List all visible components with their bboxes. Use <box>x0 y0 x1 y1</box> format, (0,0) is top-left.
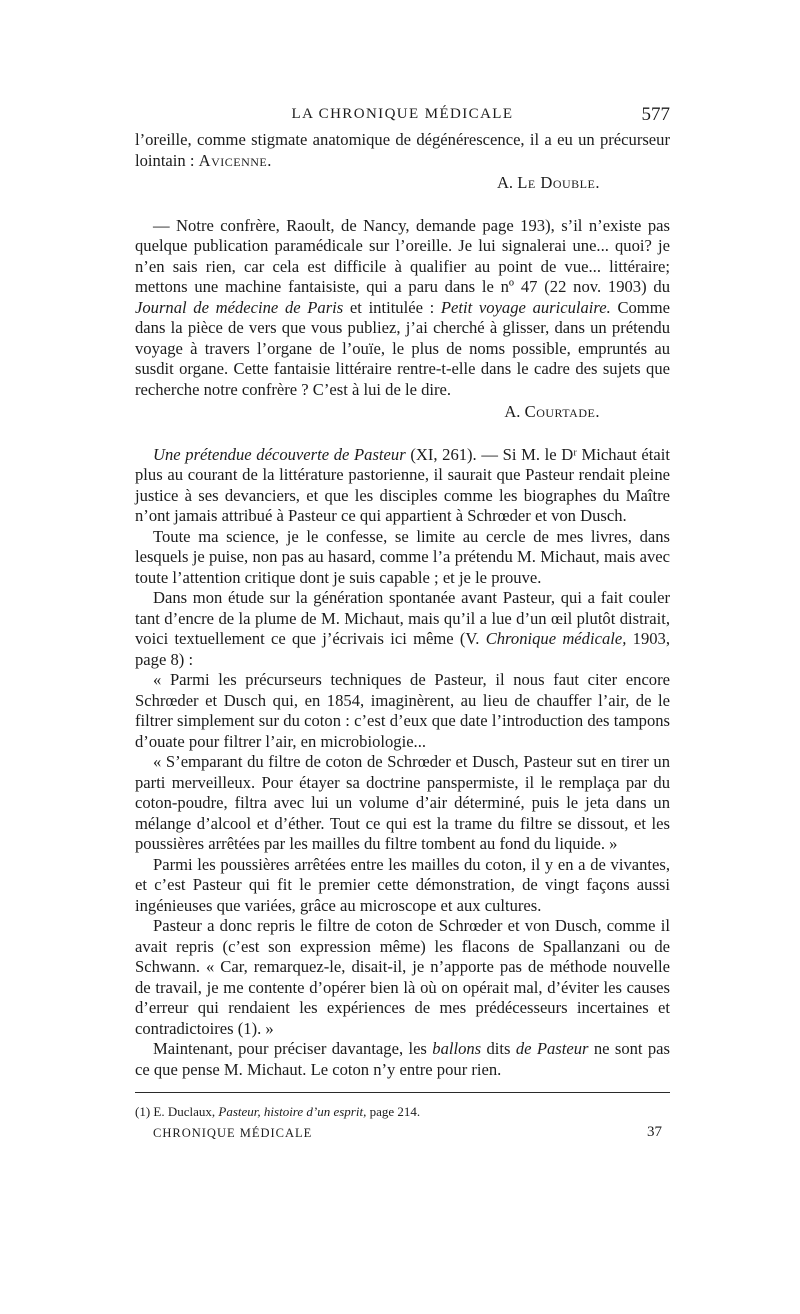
signature-initial: A. <box>496 173 514 192</box>
paragraph-etude <box>135 588 670 670</box>
name-avicenne: Avicenne. <box>198 150 272 170</box>
raoult-text-2: et intitulée : <box>349 297 435 317</box>
footer-signature-number: 37 <box>647 1124 662 1140</box>
ballons-word: ballons <box>432 1039 482 1058</box>
footnote-author: E. Duclaux, <box>153 1104 216 1119</box>
de-pasteur-word: de Pasteur <box>515 1039 589 1058</box>
footnote-title: Pasteur, histoire d’un esprit, <box>218 1104 367 1119</box>
raoult-text-1: — Notre confrère, Raoult, de Nancy, demande page 193), s’il n’existe pas quelque publication paramédicale sur l’oreille. Je lui signalerai une... quoi? je n’en sais rien, car cela est difficile à qualifier au point de vue... littéraire; mettons une machine fantaisiste, qui a paru dans le nº 47 (22 nov. 1903) du <box>135 215 670 296</box>
signature-le-double <box>135 173 670 194</box>
journal-title: Journal de médecine de Paris <box>135 297 344 317</box>
signature-name: Courtade. <box>524 402 600 421</box>
page-footer <box>135 1124 670 1146</box>
paragraph-avicenne-text: l’oreille, comme stigmate anatomique de dégénérescence, il a eu un précurseur lointain : <box>135 130 670 170</box>
raoult-text-3: Comme dans la pièce de vers que vous publiez, j’ai cherché à glisser, dans un prétendu voyage à travers l’organe de l’ouïe, le plus de noms possible, empruntés au susdit organe. Cette fantaisie littéraire rentre-t-elle dans le cadre des sujets que recherche notre confrère ? C’est à lui de le dire. <box>135 297 670 399</box>
footnote-marker: (1) <box>135 1104 151 1119</box>
paragraph-raoult <box>135 216 670 401</box>
maintenant-text-1: Maintenant, pour préciser davantage, les <box>153 1039 427 1058</box>
signature-courtade <box>135 402 670 423</box>
section-heading: Une prétendue découverte de Pasteur <box>153 444 406 464</box>
signature-initial: A. <box>504 402 521 421</box>
section-heading-ref: (XI, 261). — Si M. le Dʳ Michaut était plus au courant de la littérature pastorienne, il saurait que Pasteur rendait pleine justice à ses devanciers, et que les disciples comme les biographes du Maître n’ont jamais attribué à Pasteur ce qui appartient à Schrœder et von Dusch. <box>135 444 670 525</box>
footnote-page: page 214. <box>369 1104 421 1119</box>
maintenant-text-3: ne sont pas ce que pense M. Michaut. Le coton n’y entre pour rien. <box>135 1039 670 1079</box>
paragraph-pasteur-heading <box>135 445 670 527</box>
voyage-title: Petit voyage auriculaire. <box>440 297 611 317</box>
running-head <box>135 100 670 130</box>
footnote-rule <box>135 1092 670 1093</box>
paragraph-maintenant <box>135 1039 670 1080</box>
etude-text-1: Dans mon étude sur la génération spontanée avant Pasteur, qui a fait couler tant d’encre de la plume de M. Michaut, mais qu’il a lue d’un œil plutôt distrait, voici textuellement ce que j’écrivais ici même (V. <box>135 588 670 648</box>
quote-filtre: « S’emparant du filtre de coton de Schrœder et Dusch, Pasteur sut en tirer un parti merveilleux. Pour étayer sa doctrine panspermiste, il le remplaça par du coton-poudre, filtra avec lui un volume d’air déterminé, puis le jeta dans un mélange d’alcool et d’éther. Tout ce qui est la trame du filtre se dissout, et les poussières arrêtées par les mailles du filtre tombent au fond du liquide. » <box>135 752 670 853</box>
etude-text-2: 1903, page 8) : <box>135 629 670 669</box>
footnote <box>135 1103 670 1121</box>
maintenant-text-2: dits <box>486 1039 511 1058</box>
footer-title: CHRONIQUE MÉDICALE <box>153 1126 313 1140</box>
quote-precurseurs: « Parmi les précurseurs techniques de Pasteur, il nous faut citer encore Schrœder et Dusch qui, en 1854, imaginèrent, au lieu de chauffer l’air, de le filtrer simplement sur du coton : c’est d’eux que date l’introduction des tampons d’ouate pour filtrer l’air, en microbiologie... <box>135 670 670 751</box>
paragraph-poussieres: Parmi les poussières arrêtées entre les mailles du coton, il y en a de vivantes, et c’est Pasteur qui fit le premier cette démonstration, de vingt façons aussi ingénieuses que variées, grâce au microscope et aux cultures. <box>135 854 670 915</box>
signature-name: Le Double. <box>517 173 600 192</box>
running-title: LA CHRONIQUE MÉDICALE <box>291 106 514 122</box>
paragraph-science: Toute ma science, je le confesse, se limite au cercle de mes livres, dans lesquels je puise, non pas au hasard, comme l’a prétendu M. Michaut, mais avec toute l’attention critique dont je suis capable ; et je le prouve. <box>135 526 670 587</box>
paragraph-repris: Pasteur a donc repris le filtre de coton de Schrœder et von Dusch, comme il avait repris (c’est son expression même) les flacons de Spallanzani ou de Schwann. « Car, remarquez-le, disait-il, je n’apporte pas de méthode nouvelle de travail, je me contente d’opérer bien là où on opérait mal, d’éviter les causes d’erreur qui rendaient les expériences de mes prédécesseurs incertaines et contradictoires (1). » <box>135 916 670 1038</box>
chronique-title: Chronique médicale, <box>485 629 627 648</box>
page-number: 577 <box>641 104 670 125</box>
page <box>135 100 670 1146</box>
paragraph-avicenne <box>135 130 670 171</box>
